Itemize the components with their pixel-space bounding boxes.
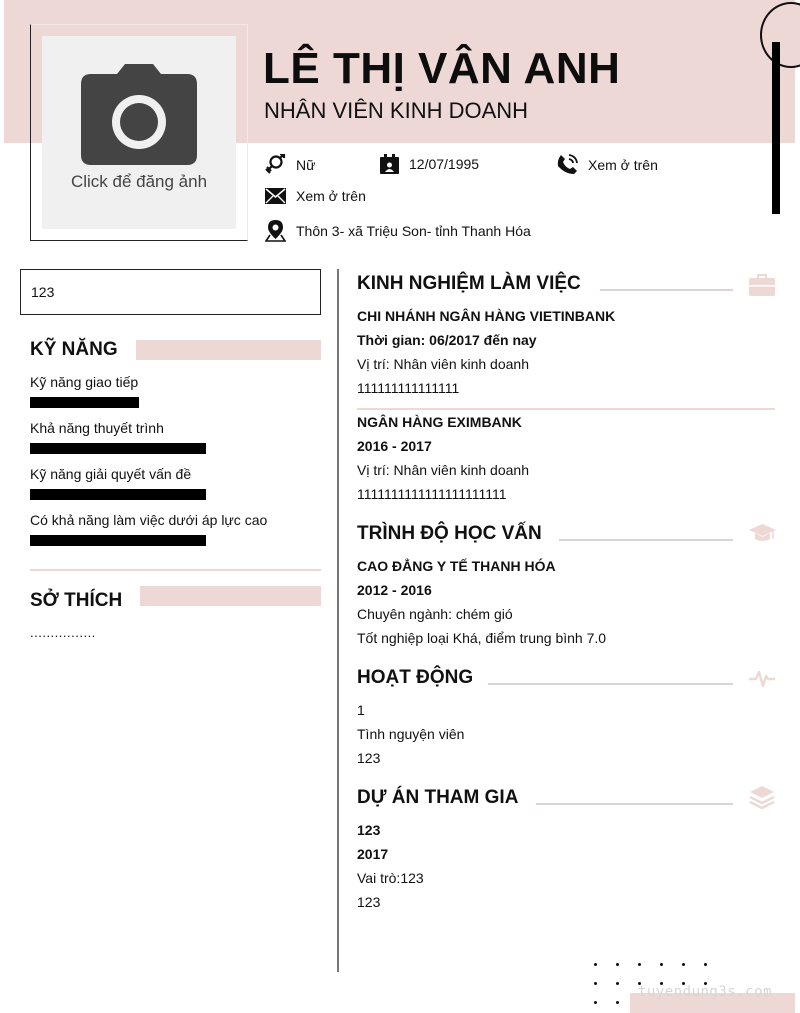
info-gender: [265, 154, 315, 175]
project-name: 123: [357, 822, 381, 838]
decorative-dot: [682, 963, 685, 966]
skill-level-bar: [30, 397, 206, 408]
education-major: Chuyên ngành: chém gió: [357, 606, 513, 622]
education-heading-line: [559, 539, 733, 541]
info-phone: [557, 154, 658, 175]
skill-name: Kỹ năng giải quyết vấn đề: [30, 466, 192, 482]
info-address: [265, 220, 531, 242]
decorative-dot: [616, 1001, 619, 1004]
experience-2-description: 1111111111111111111111: [357, 486, 507, 502]
hobbies-heading-bar: [140, 586, 321, 606]
experience-heading: KINH NGHIỆM LÀM VIỆC: [357, 273, 581, 294]
decorative-dot: [616, 982, 619, 985]
activities-heading-line: [488, 683, 733, 685]
watermark: tuyendung3s.com: [638, 984, 772, 1000]
calendar-icon: [380, 154, 399, 174]
decorative-dot: [594, 1001, 597, 1004]
education-school: CAO ĐẲNG Y TẾ THANH HÓA: [357, 558, 556, 574]
experience-heading-line: [600, 289, 733, 291]
briefcase-icon: [749, 274, 775, 296]
project-year: 2017: [357, 846, 389, 862]
hobbies-text: ................: [30, 625, 96, 640]
skill-level-fill: [30, 489, 206, 500]
skills-heading: KỸ NĂNG: [30, 339, 118, 360]
job-title: NHÂN VIÊN KINH DOANH: [264, 98, 529, 123]
projects-heading: DỰ ÁN THAM GIA: [357, 787, 519, 808]
birthday-value: 12/07/1995: [409, 156, 480, 172]
education-heading: TRÌNH ĐỘ HỌC VẤN: [357, 523, 542, 544]
envelope-icon: [265, 188, 286, 204]
experience-1-time: Thời gian: 06/2017 đến nay: [357, 332, 537, 348]
skill-level-fill: [30, 397, 139, 408]
decorative-vertical-bar: [772, 42, 780, 214]
activity-line-1: 1: [357, 702, 365, 718]
experience-1-description: 111111111111111: [357, 380, 460, 396]
activity-line-2: Tình nguyện viên: [357, 726, 465, 742]
skill-level-fill: [30, 443, 206, 454]
skill-name: Có khả năng làm việc dưới áp lực cao: [30, 512, 268, 528]
pulse-icon: [749, 669, 775, 689]
project-role: Vai trò:123: [357, 870, 424, 886]
activity-line-3: 123: [357, 750, 381, 766]
decorative-dot: [616, 963, 619, 966]
experience-2-position: Vị trí: Nhân viên kinh doanh: [357, 462, 529, 478]
decorative-dot: [594, 963, 597, 966]
map-pin-icon: [265, 220, 286, 242]
summary-field[interactable]: 123: [20, 269, 321, 315]
email-value: Xem ở trên: [296, 188, 366, 204]
skill-level-fill: [30, 535, 206, 546]
skill-name: Khả năng thuyết trình: [30, 420, 164, 436]
phone-value: Xem ở trên: [588, 156, 658, 173]
candidate-name: LÊ THỊ VÂN ANH: [263, 44, 621, 93]
projects-heading-line: [536, 803, 733, 805]
experience-1-position: Vị trí: Nhân viên kinh doanh: [357, 356, 529, 372]
skill-level-bar: [30, 489, 206, 500]
info-email: [265, 188, 366, 204]
skill-level-bar: [30, 535, 206, 546]
education-grade: Tốt nghiệp loại Khá, điểm trung bình 7.0: [357, 630, 607, 646]
camera-icon: [81, 64, 197, 165]
gender-icon: [265, 154, 286, 175]
decorative-dot: [704, 963, 707, 966]
decorative-dot: [638, 963, 641, 966]
phone-icon: [557, 154, 578, 175]
address-value: Thôn 3- xã Triệu Son- tỉnh Thanh Hóa: [296, 223, 531, 239]
decorative-dot: [660, 963, 663, 966]
activities-heading: HOẠT ĐỘNG: [357, 667, 474, 688]
hobbies-heading: SỞ THÍCH: [30, 590, 123, 611]
experience-2-company: NGÂN HÀNG EXIMBANK: [357, 414, 522, 430]
experience-divider: [357, 408, 775, 410]
graduation-cap-icon: [749, 523, 776, 543]
gender-value: Nữ: [296, 156, 316, 173]
experience-1-company: CHI NHÁNH NGÂN HÀNG VIETINBANK: [357, 308, 616, 324]
info-birthday: [380, 154, 479, 174]
layers-icon: [749, 785, 775, 811]
column-divider: [337, 269, 339, 972]
skills-heading-bar: [136, 340, 321, 360]
education-time: 2012 - 2016: [357, 582, 432, 598]
skill-name: Kỹ năng giao tiếp: [30, 374, 139, 390]
left-divider: [30, 569, 321, 571]
photo-upload-label: Click để đăng ảnh: [70, 172, 208, 191]
project-description: 123: [357, 894, 381, 910]
skill-level-bar: [30, 443, 206, 454]
decorative-dot: [594, 982, 597, 985]
experience-2-time: 2016 - 2017: [357, 438, 432, 454]
photo-upload[interactable]: [42, 36, 236, 229]
